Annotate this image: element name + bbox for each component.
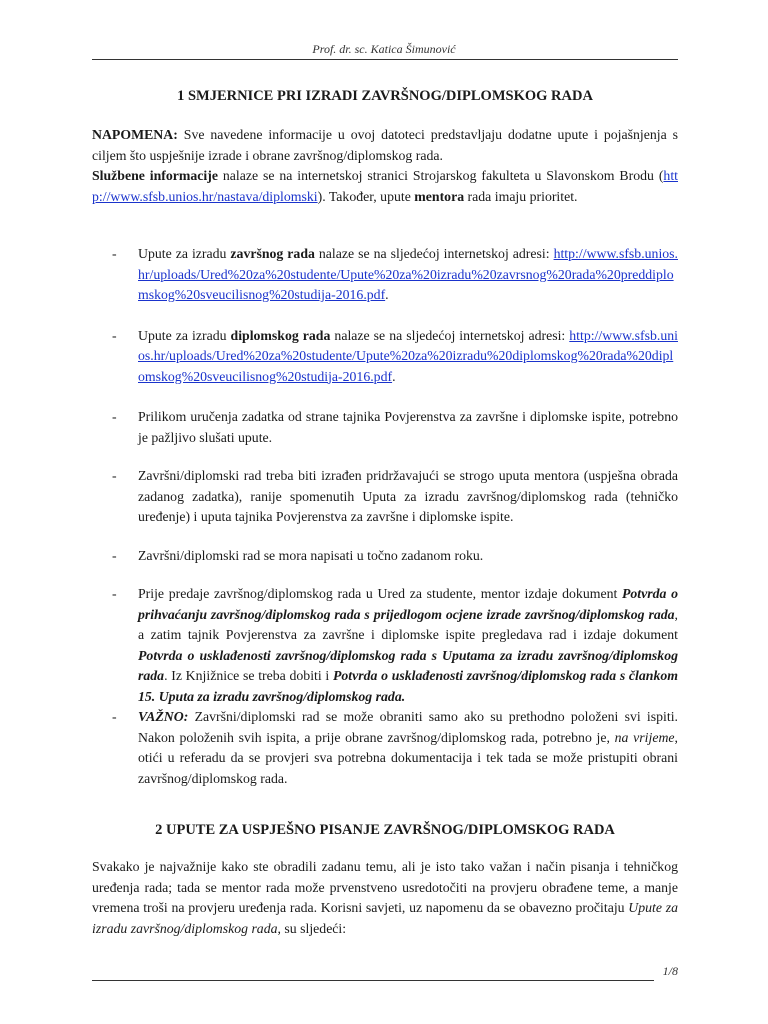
paragraph-italic: Upute za izradu završnog/diplomskog rada bbox=[92, 900, 679, 936]
list-item-rok bbox=[112, 546, 678, 567]
item-text: Završni/diplomski rad se mora napisati u točno zadanom roku. bbox=[138, 547, 484, 563]
bullet-dash: - bbox=[112, 409, 117, 424]
zavrsni-upute-link[interactable]: http://www.sfsb.unios.hr/uploads/Ured%20za%20studente/Upute%20za%20izradu%20zavrsnog%20rada%20preddiplomskog%20sveucilisnog%20studija-2016.pdf bbox=[138, 246, 678, 302]
item-italic: na vrijeme bbox=[614, 729, 675, 745]
paragraph-text: , su sljedeći: bbox=[277, 920, 347, 936]
sluzbene-paragraph bbox=[92, 166, 678, 207]
vazno-label: VAŽNO: bbox=[138, 709, 189, 724]
napomena-paragraph bbox=[92, 125, 678, 166]
item-bold: završnog rada bbox=[230, 246, 315, 261]
list-item-zavrsni-upute bbox=[112, 244, 678, 306]
bullet-dash: - bbox=[112, 468, 117, 483]
paragraph-text: Svakako je najvažnije kako ste obradili zadanu temu, ali je isto tako važan i način pisanja i tehničkog uređenja rada; tada se mentor rada može prvenstveno usredotočiti na provjeru obrađene teme, a manje vremena troši na provjeru uređenja rada. Korisni savjeti, uz napomenu da se obavezno pročitaju bbox=[92, 859, 678, 915]
mentora-bold: mentora bbox=[414, 188, 465, 204]
guidelines-list bbox=[112, 244, 678, 789]
bullet-dash: - bbox=[112, 586, 117, 601]
sluzbene-text: ). Također, upute bbox=[317, 188, 415, 204]
bullet-dash: - bbox=[112, 709, 117, 724]
item-text: Upute za izradu bbox=[138, 246, 231, 261]
item-text: nalaze se na sljedećoj internetskoj adresi: bbox=[314, 246, 554, 261]
item-text: nalaze se na sljedećoj internetskoj adresi: bbox=[330, 327, 570, 343]
sluzbene-text: rada imaju prioritet. bbox=[464, 188, 578, 204]
item-bold-italic: Potvrda o prihvaćanju završnog/diplomskog rada s prijedlogom ocjene izrade završnog/diplomskog rada bbox=[138, 586, 679, 622]
item-text: . bbox=[385, 287, 389, 302]
item-bold: diplomskog rada bbox=[230, 327, 331, 343]
section-2-heading: 2 UPUTE ZA USPJEŠNO PISANJE ZAVRŠNOG/DIPLOMSKOG RADA bbox=[155, 822, 615, 838]
bullet-dash: - bbox=[112, 327, 117, 343]
page-number: 1/8 bbox=[662, 964, 678, 978]
item-bold-italic: Potvrda o usklađenosti završnog/diplomskog rada s člankom 15. Uputa za izradu završnog/diplomskog rada. bbox=[138, 668, 678, 704]
list-item-diplomski-upute bbox=[112, 326, 678, 388]
header-divider bbox=[92, 59, 678, 60]
list-item-urucenje bbox=[112, 407, 678, 448]
diplomski-upute-link[interactable]: http://www.sfsb.unios.hr/uploads/Ured%20za%20studente/Upute%20za%20izradu%20diplomskog%20rada%20diplomskog%20sveucilisnog%20studija-2016.pdf bbox=[138, 327, 678, 384]
item-text: . Iz Knjižnice se treba dobiti i bbox=[164, 668, 333, 683]
item-text: Završni/diplomski rad treba biti izrađen pridržavajući se strogo uputa mentora (uspješna obrada zadanog zadatka), ranije spomenutih Uputa za izradu završnog/diplomskog rada (tehničko uređenje) i uputa tajnika Povjerenstva za završne i diplomske ispite. bbox=[138, 468, 678, 524]
item-text: . bbox=[392, 368, 396, 384]
item-text: Upute za izradu bbox=[138, 327, 231, 343]
item-text: Završni/diplomski rad se može obraniti samo ako su prethodno položeni svi ispiti. Nakon položenih svih ispita, a prije obrane završnog/diplomskog rada, potrebno je, bbox=[138, 709, 678, 745]
list-item-vazno bbox=[112, 707, 678, 789]
sluzbene-label: Službene informacije bbox=[92, 168, 218, 183]
page-header-author: Prof. dr. sc. Katica Šimunović bbox=[312, 42, 456, 56]
section-2-paragraph bbox=[92, 857, 678, 939]
diplomski-link[interactable]: http://www.sfsb.unios.hr/nastava/diplomski bbox=[92, 168, 678, 204]
bullet-dash: - bbox=[112, 246, 117, 261]
list-item-predaja bbox=[112, 584, 678, 707]
napomena-label: NAPOMENA: bbox=[92, 127, 178, 142]
bullet-dash: - bbox=[112, 547, 117, 563]
item-text: , a zatim tajnik Povjerenstva za završne i diplomske ispite pregledava rad i izdaje dokument bbox=[138, 606, 678, 642]
item-text: Prilikom uručenja zadatka od strane tajnika Povjerenstva za završne i diplomske ispite, potrebno je pažljivo slušati upute. bbox=[138, 409, 678, 445]
sluzbene-text: nalaze se na internetskoj stranici Strojarskog fakulteta u Slavonskom Brodu ( bbox=[217, 168, 664, 183]
footer-divider bbox=[92, 980, 654, 981]
item-text: , otići u referadu da se provjeri sva potrebna dokumentacija i tek tada se može pristupiti obrani završnog/diplomskog rada. bbox=[138, 729, 678, 786]
item-text: Prije predaje završnog/diplomskog rada u Ured za studente, mentor izdaje dokument bbox=[138, 586, 622, 601]
napomena-text: Sve navedene informacije u ovoj datoteci predstavljaju dodatne upute i pojašnjenja s ciljem što uspješnije izrade i obrane završnog/diplomskog rada. bbox=[92, 127, 678, 163]
list-item-izrada bbox=[112, 466, 678, 528]
item-bold-italic: Potvrda o usklađenosti završnog/diplomskog rada s Uputama za izradu završnog/diplomskog rada bbox=[138, 647, 678, 683]
section-1-heading: 1 SMJERNICE PRI IZRADI ZAVRŠNOG/DIPLOMSKOG RADA bbox=[177, 88, 593, 104]
